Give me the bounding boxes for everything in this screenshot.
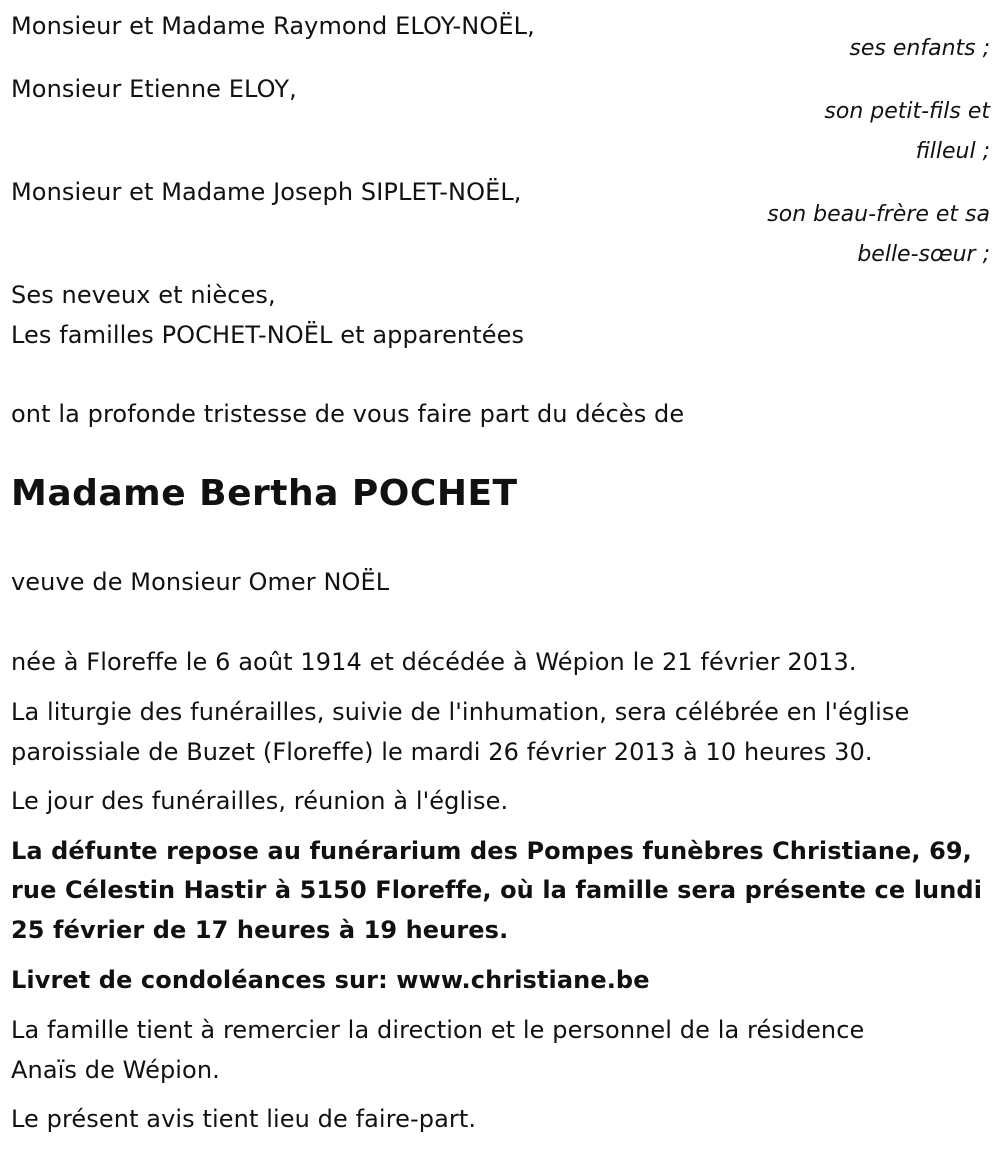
liturgy-line2: paroissiale de Buzet (Floreffe) le mardi 26 février 2013 à 10 heures 30.	[11, 738, 873, 766]
meeting-text: Le jour des funérailles, réunion à l'église.	[11, 787, 509, 815]
family-line-grandson: Monsieur Etienne ELOY,	[11, 75, 297, 103]
family-line-nephews: Ses neveux et nièces,	[11, 281, 276, 309]
role-brother-in-law-line1: son beau-frère et sa	[767, 202, 990, 227]
thanks-line2: Anaïs de Wépion.	[11, 1056, 220, 1084]
thanks-line1: La famille tient à remercier la direction et le personnel de la résidence	[11, 1016, 865, 1044]
repose-line2: rue Célestin Hastir à 5150 Floreffe, où la famille sera présente ce lundi	[11, 876, 983, 904]
repose-line3: 25 février de 17 heures à 19 heures.	[11, 916, 509, 944]
liturgy-line1: La liturgie des funérailles, suivie de l'inhumation, sera célébrée en l'église	[11, 698, 910, 726]
birth-death-text: née à Floreffe le 6 août 1914 et décédée à Wépion le 21 février 2013.	[11, 648, 857, 676]
notice-text: Le présent avis tient lieu de faire-part.	[11, 1105, 477, 1133]
role-children: ses enfants ;	[849, 36, 990, 61]
widow-of-text: veuve de Monsieur Omer NOËL	[11, 568, 390, 596]
deceased-name: Madame Bertha POCHET	[11, 473, 518, 514]
condolences-text: Livret de condoléances sur: www.christiane.be	[11, 966, 650, 994]
role-brother-in-law-line2: belle-sœur ;	[857, 242, 990, 267]
family-line-brother-in-law: Monsieur et Madame Joseph SIPLET-NOËL,	[11, 178, 522, 206]
family-line-families: Les familles POCHET-NOËL et apparentées	[11, 321, 525, 349]
role-grandson-line1: son petit-fils et	[824, 99, 990, 124]
repose-line1: La défunte repose au funérarium des Pompes funèbres Christiane, 69,	[11, 837, 972, 865]
announcement-text: ont la profonde tristesse de vous faire part du décès de	[11, 400, 685, 428]
family-line-children: Monsieur et Madame Raymond ELOY-NOËL,	[11, 12, 535, 40]
role-grandson-line2: filleul ;	[915, 139, 990, 164]
